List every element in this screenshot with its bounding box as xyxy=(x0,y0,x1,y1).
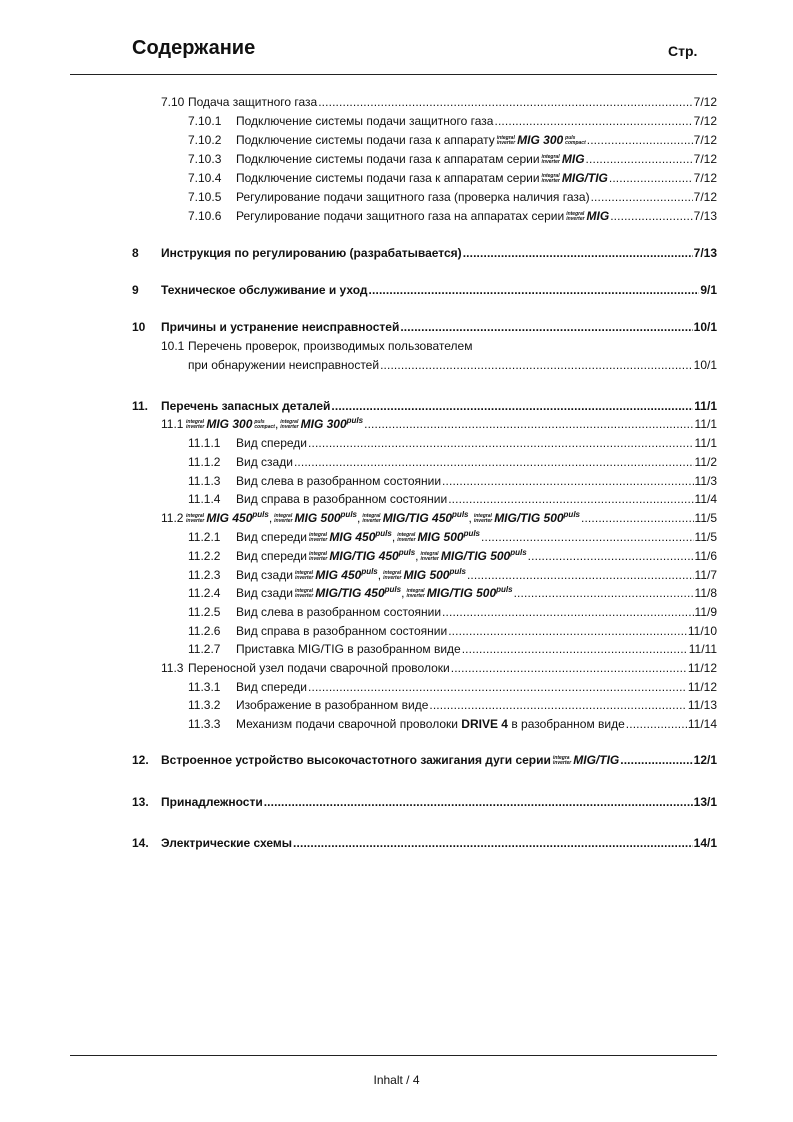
integral-inverter-logo: integral inverter xyxy=(406,587,425,599)
toc-entry[interactable]: 11.1.2 Вид сзади . . . 11/2 xyxy=(0,453,793,471)
toc-section[interactable]: 14. Электрические схемы . . . 14/1 xyxy=(0,834,793,852)
toc-entry[interactable]: 11.2 integral inverter MIG $450^{puls}$, integral inverter MIG $500^{puls}$, integral inverter MIG/TIG $450^{puls}$, integral inverter MIG/TIG $500^{puls}$ . . . 11/5 xyxy=(0,509,793,527)
toc-section[interactable]: 13. Принадлежности . . . 13/1 xyxy=(0,793,793,811)
toc-entry-continuation[interactable]: при обнаружении неисправностей . . . 10/1 xyxy=(0,356,793,374)
toc-entry[interactable]: 7.10.6 Регулирование подачи защитного газа на аппаратах серии integral inverter MIG . . . 7/13 xyxy=(0,207,793,225)
integral-inverter-logo: integral inverter xyxy=(541,172,560,184)
toc-entry[interactable]: 7.10.4 Подключение системы подачи газа к аппаратам серии integral inverter MIG/TIG . . . 7/12 xyxy=(0,169,793,187)
integral-inverter-logo: integral inverter xyxy=(397,531,416,543)
toc-entry[interactable]: 7.10.2 Подключение системы подачи газа к аппарату integral inverter MIG 300 puls compact . . . 7/12 xyxy=(0,131,793,149)
integral-inverter-logo: integral inverter xyxy=(541,153,560,165)
header-divider xyxy=(70,74,717,75)
toc-entry[interactable]: 10.1 Перечень проверок, производимых пользователем xyxy=(161,339,473,353)
toc-section[interactable]: 11. Перечень запасных деталей . . . 11/1 xyxy=(0,397,793,415)
toc-section[interactable]: 9 Техническое обслуживание и уход . . . 9/1 xyxy=(0,281,793,299)
integral-inverter-logo: integral inverter xyxy=(566,210,585,222)
integral-inverter-logo: integral inverter xyxy=(420,550,439,562)
toc-entry[interactable]: 11.1 integral inverter MIG 300 puls compact , integral inverter MIG $300^{puls}$ . . . 11/1 xyxy=(0,415,793,433)
toc-entry[interactable]: 11.3.1 Вид спереди . . . 11/12 xyxy=(0,678,793,696)
page-footer: Inhalt / 4 xyxy=(373,1073,420,1087)
toc-entry[interactable]: 7.10.1 Подключение системы подачи защитного газа . . . 7/12 xyxy=(0,112,793,130)
toc-entry[interactable]: 11.2.4 Вид сзади integral inverter MIG/TIG $450^{puls}$, integral inverter MIG/TIG $500^{puls}$ . . . 11/8 xyxy=(0,584,793,602)
toc-section[interactable]: 10 Причины и устранение неисправностей . . . 10/1 xyxy=(0,318,793,336)
toc-entry[interactable]: 11.2.3 Вид сзади integral inverter MIG $450^{puls}$, integral inverter MIG $500^{puls}$ . . . 11/7 xyxy=(0,566,793,584)
toc-entry[interactable]: 7.10.3 Подключение системы подачи газа к аппаратам серии integral inverter MIG . . . 7/12 xyxy=(0,150,793,168)
integral-inverter-logo: integral inverter xyxy=(294,587,314,599)
toc-entry[interactable]: 11.3.2 Изображение в разобранном виде . . . 11/13 xyxy=(0,696,793,714)
toc-section[interactable]: 8 Инструкция по регулированию (разрабатывается) . . . 7/13 xyxy=(0,244,793,262)
toc-entry[interactable]: 7.10 Подача защитного газа . . . 7/12 xyxy=(0,93,793,111)
integral-inverter-logo: integral inverter xyxy=(294,569,314,581)
integral-inverter-logo: integral inverter xyxy=(362,512,381,524)
integral-inverter-logo: integral inverter xyxy=(280,418,299,430)
toc-entry[interactable]: 11.2.5 Вид слева в разобранном состоянии . . . 11/9 xyxy=(0,603,793,621)
toc-entry[interactable]: 11.2.1 Вид спереди integral inverter MIG $450^{puls}$, integral inverter MIG $500^{puls}$ . . . 11/5 xyxy=(0,528,793,546)
footer-divider xyxy=(70,1055,717,1056)
integral-inverter-logo: integral inverter xyxy=(186,512,205,524)
integral-inverter-logo: integral inverter xyxy=(496,134,516,146)
toc-entry[interactable]: 11.2.2 Вид спереди integral inverter MIG/TIG $450^{puls}$, integral inverter MIG/TIG $500^{puls}$ . . . 11/6 xyxy=(0,547,793,565)
toc-section[interactable]: 12. Встроенное устройство высокочастотного зажигания дуги серии integra inverter MIG/TIG . . . 12/1 xyxy=(0,751,793,769)
page-column-label: Стр. xyxy=(668,43,698,59)
integral-inverter-logo: integral inverter xyxy=(309,550,328,562)
integral-inverter-logo: integral inverter xyxy=(473,512,493,524)
toc-entry[interactable]: 11.3 Переносной узел подачи сварочной проволоки . . . 11/12 xyxy=(0,659,793,677)
integra-inverter-logo: integra inverter xyxy=(552,754,572,766)
toc-entry[interactable]: 7.10.5 Регулирование подачи защитного газа (проверка наличия газа) . . . 7/12 xyxy=(0,188,793,206)
integral-inverter-logo: integral inverter xyxy=(383,569,402,581)
puls-compact-logo: puls compact xyxy=(565,134,586,146)
toc-entry[interactable]: 11.1.4 Вид справа в разобранном состоянии . . . 11/4 xyxy=(0,490,793,508)
toc-entry[interactable]: 11.2.7 Приставка MIG/TIG в разобранном виде . . . 11/11 xyxy=(0,640,793,658)
toc-entry[interactable]: 11.2.6 Вид справа в разобранном состоянии . . . 11/10 xyxy=(0,622,793,640)
toc-entry[interactable]: 11.1.3 Вид слева в разобранном состоянии . . . 11/3 xyxy=(0,472,793,490)
integral-inverter-logo: integral inverter xyxy=(309,531,328,543)
integral-inverter-logo: integral inverter xyxy=(274,512,293,524)
toc-entry[interactable]: 11.1.1 Вид спереди . . . 11/1 xyxy=(0,434,793,452)
integral-inverter-logo: integral inverter xyxy=(186,418,205,430)
toc-entry[interactable]: 11.3.3 Механизм подачи сварочной проволоки DRIVE 4 в разобранном виде . . . 11/14 xyxy=(0,715,793,733)
puls-compact-logo: puls compact xyxy=(254,418,275,430)
page-title: Содержание xyxy=(132,37,256,59)
